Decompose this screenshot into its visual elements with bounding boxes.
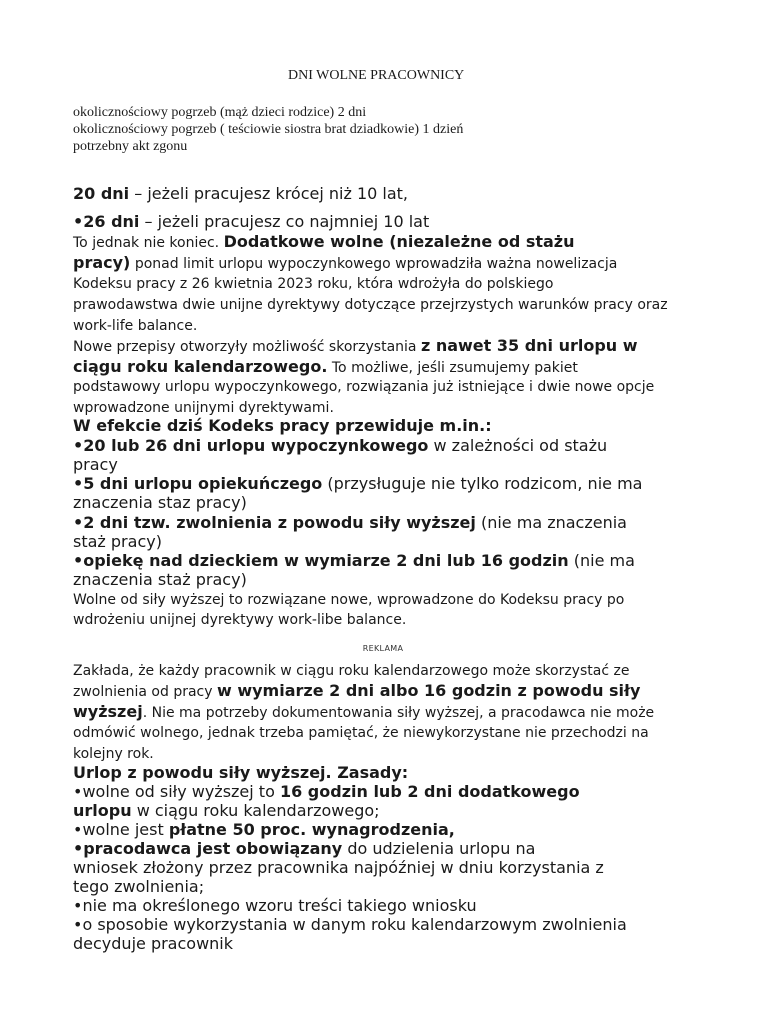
leave-26-days: •26 dni – jeżeli pracujesz co najmniej 10 lat (73, 212, 430, 231)
p3-line-4: prawodawstwa dwie unijne dyrektywy dotyczące przejrzystych warunków pracy oraz (73, 297, 668, 313)
p4-line-1: Nowe przepisy otworzyły możliwość skorzystania z nawet 35 dni urlopu w (73, 336, 638, 355)
p6-line-1: Zakłada, że każdy pracownik w ciągu roku kalendarzowego może skorzystać ze (73, 663, 630, 679)
list2-item-1: •wolne od siły wyższej to 16 godzin lub 2 dni dodatkowego (73, 782, 580, 801)
page-title: DNI WOLNE PRACOWNICY (288, 68, 465, 83)
leave-20-days: 20 dni – jeżeli pracujesz krócej niż 10 lat, (73, 184, 409, 203)
intro-line-1: okolicznościowy pogrzeb (mąż dzieci rodzice) 2 dni (73, 105, 367, 120)
list1-item-1: •20 lub 26 dni urlopu wypoczynkowego w zależności od stażu (73, 436, 608, 455)
list2-item-5: •o sposobie wykorzystania w danym roku kalendarzowym zwolnienia (73, 915, 627, 934)
list2-item-5-cont: decyduje pracownik (73, 934, 233, 953)
advertisement-label: REKLAMA (362, 644, 404, 653)
list1-item-1-cont: pracy (73, 455, 118, 474)
intro-line-2: okolicznościowy pogrzeb ( teściowie siostra brat dziadkowie) 1 dzień (73, 122, 464, 137)
list2-item-4: •nie ma określonego wzoru treści takiego wniosku (73, 896, 477, 915)
p3-line-3: Kodeksu pracy z 26 kwietnia 2023 roku, która wdrożyła do polskiego (73, 276, 554, 292)
p6-line-4: odmówić wolnego, jednak trzeba pamiętać, że niewykorzystane nie przechodzi na (73, 725, 649, 741)
p4-line-3: podstawowy urlopu wypoczynkowego, rozwiązania już istniejące i dwie nowe opcje (73, 379, 655, 395)
p3-line-1: To jednak nie koniec. Dodatkowe wolne (niezależne od stażu (73, 232, 575, 251)
p4-line-4: wprowadzone unijnymi dyrektywami. (73, 400, 334, 416)
intro-line-3: potrzebny akt zgonu (73, 139, 188, 154)
list1-item-4: •opiekę nad dzieckiem w wymiarze 2 dni lub 16 godzin (nie ma (73, 551, 635, 570)
list1-item-3: •2 dni tzw. zwolnienia z powodu siły wyższej (nie ma znaczenia (73, 513, 627, 532)
list2-item-3: •pracodawca jest obowiązany do udzielenia urlopu na (73, 839, 536, 858)
list2-item-2: •wolne jest płatne 50 proc. wynagrodzenia, (73, 820, 455, 839)
list2-heading: Urlop z powodu siły wyższej. Zasady: (73, 763, 409, 782)
list1-item-4-cont: znaczenia staż pracy) (73, 570, 247, 589)
list1-heading: W efekcie dziś Kodeks pracy przewiduje m.in.: (73, 416, 492, 435)
list2-item-1-cont: urlopu w ciągu roku kalendarzowego; (73, 801, 380, 820)
p3-line-2: pracy) ponad limit urlopu wypoczynkowego wprowadziła ważna nowelizacja (73, 253, 618, 272)
p3-line-5: work-life balance. (73, 318, 198, 334)
intro-block (73, 104, 463, 155)
list1-item-3-cont: staż pracy) (73, 532, 162, 551)
list2-item-3-cont2: tego zwolnienia; (73, 877, 205, 896)
p5-line-1: Wolne od siły wyższej to rozwiązane nowe, wprowadzone do Kodeksu pracy po (73, 592, 625, 608)
p6-line-2: zwolnienia od pracy w wymiarze 2 dni albo 16 godzin z powodu siły (73, 681, 641, 700)
list1-item-2: •5 dni urlopu opiekuńczego (przysługuje nie tylko rodzicom, nie ma (73, 474, 643, 493)
list2-item-3-cont: wniosek złożony przez pracownika najpóźniej w dniu korzystania z (73, 858, 604, 877)
p5-line-2: wdrożeniu unijnej dyrektywy work-libe balance. (73, 612, 407, 628)
p6-line-3: wyższej. Nie ma potrzeby dokumentowania siły wyższej, a pracodawca nie może (73, 702, 655, 721)
list1-item-2-cont: znaczenia staz pracy) (73, 493, 247, 512)
p6-line-5: kolejny rok. (73, 746, 154, 762)
p4-line-2: ciągu roku kalendarzowego. To możliwe, jeśli zsumujemy pakiet (73, 357, 578, 376)
